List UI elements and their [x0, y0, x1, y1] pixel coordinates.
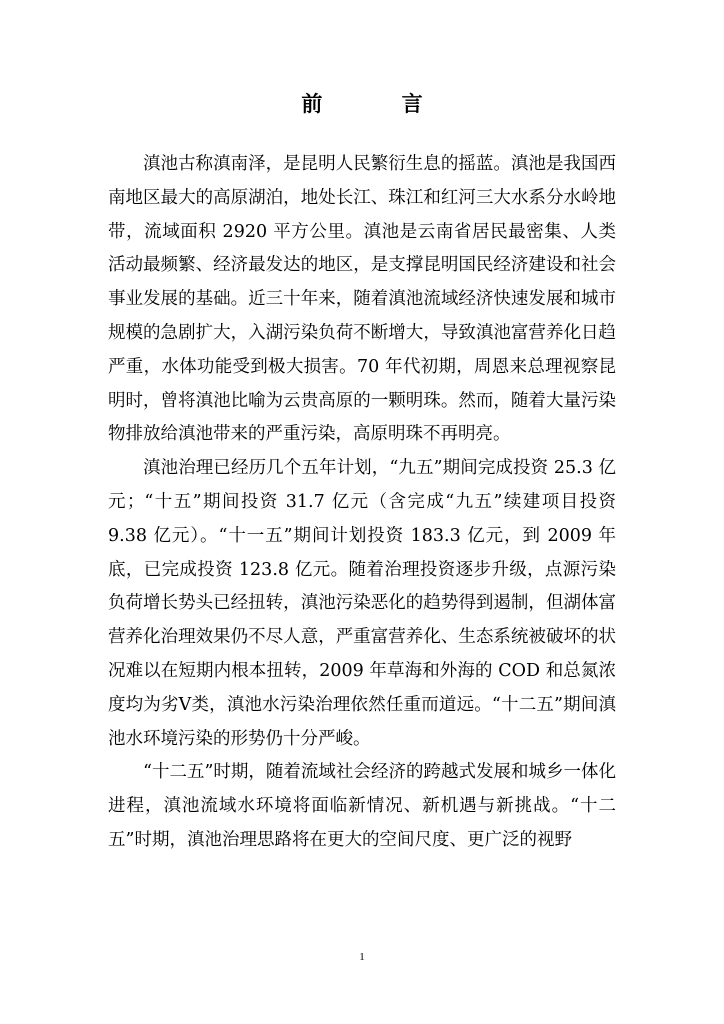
document-body	[108, 148, 616, 858]
paragraph-3: “十二五”时期，随着流域社会经济的跨越式发展和城乡一体化进程，滇池流域水环境将面临新情况、新机遇与新挑战。“十二五”时期，滇池治理思路将在更大的空间尺度、更广泛的视野	[108, 762, 616, 850]
paragraph-2: 滇池治理已经历几个五年计划，“九五”期间完成投资 25.3 亿元；“十五”期间投资 31.7 亿元（含完成“九五”续建项目投资 9.38 亿元）。“十一五”期间计划投资 183.3 亿元，到 2009 年底，已完成投资 123.8 亿元。随着治理投资逐步升级，点源污染负荷增长势头已经扭转，滇池污染恶化的趋势得到遏制，但湖体富营养化治理效果仍不尽人意，严重富营养化、生态系统被破坏的状况难以在短期内根本扭转，2009 年草海和外海的 COD 和总氮浓度均为劣Ⅴ类，滇池水污染治理依然任重而道远。“十二五”期间滇池水环境污染的形势仍十分严峻。	[108, 458, 616, 749]
page-number: 1	[359, 951, 365, 963]
paragraph-1: 滇池古称滇南泽，是昆明人民繁衍生息的摇蓝。滇池是我国西南地区最大的高原湖泊，地处长江、珠江和红河三大水系分水岭地带，流域面积 2920 平方公里。滇池是云南省居民最密集、人类活动最频繁、经济最发达的地区，是支撑昆明国民经济建设和社会事业发展的基础。近三十年来，随着滇池流域经济快速发展和城市规模的急剧扩大，入湖污染负荷不断增大，导致滇池富营养化日趋严重，水体功能受到极大损害。70 年代初期，周恩来总理视察昆明时，曾将滇池比喻为云贵高原的一颗明珠。然而，随着大量污染物排放给滇池带来的严重污染，高原明珠不再明亮。	[108, 154, 616, 445]
page-title: 前 言	[301, 92, 459, 116]
